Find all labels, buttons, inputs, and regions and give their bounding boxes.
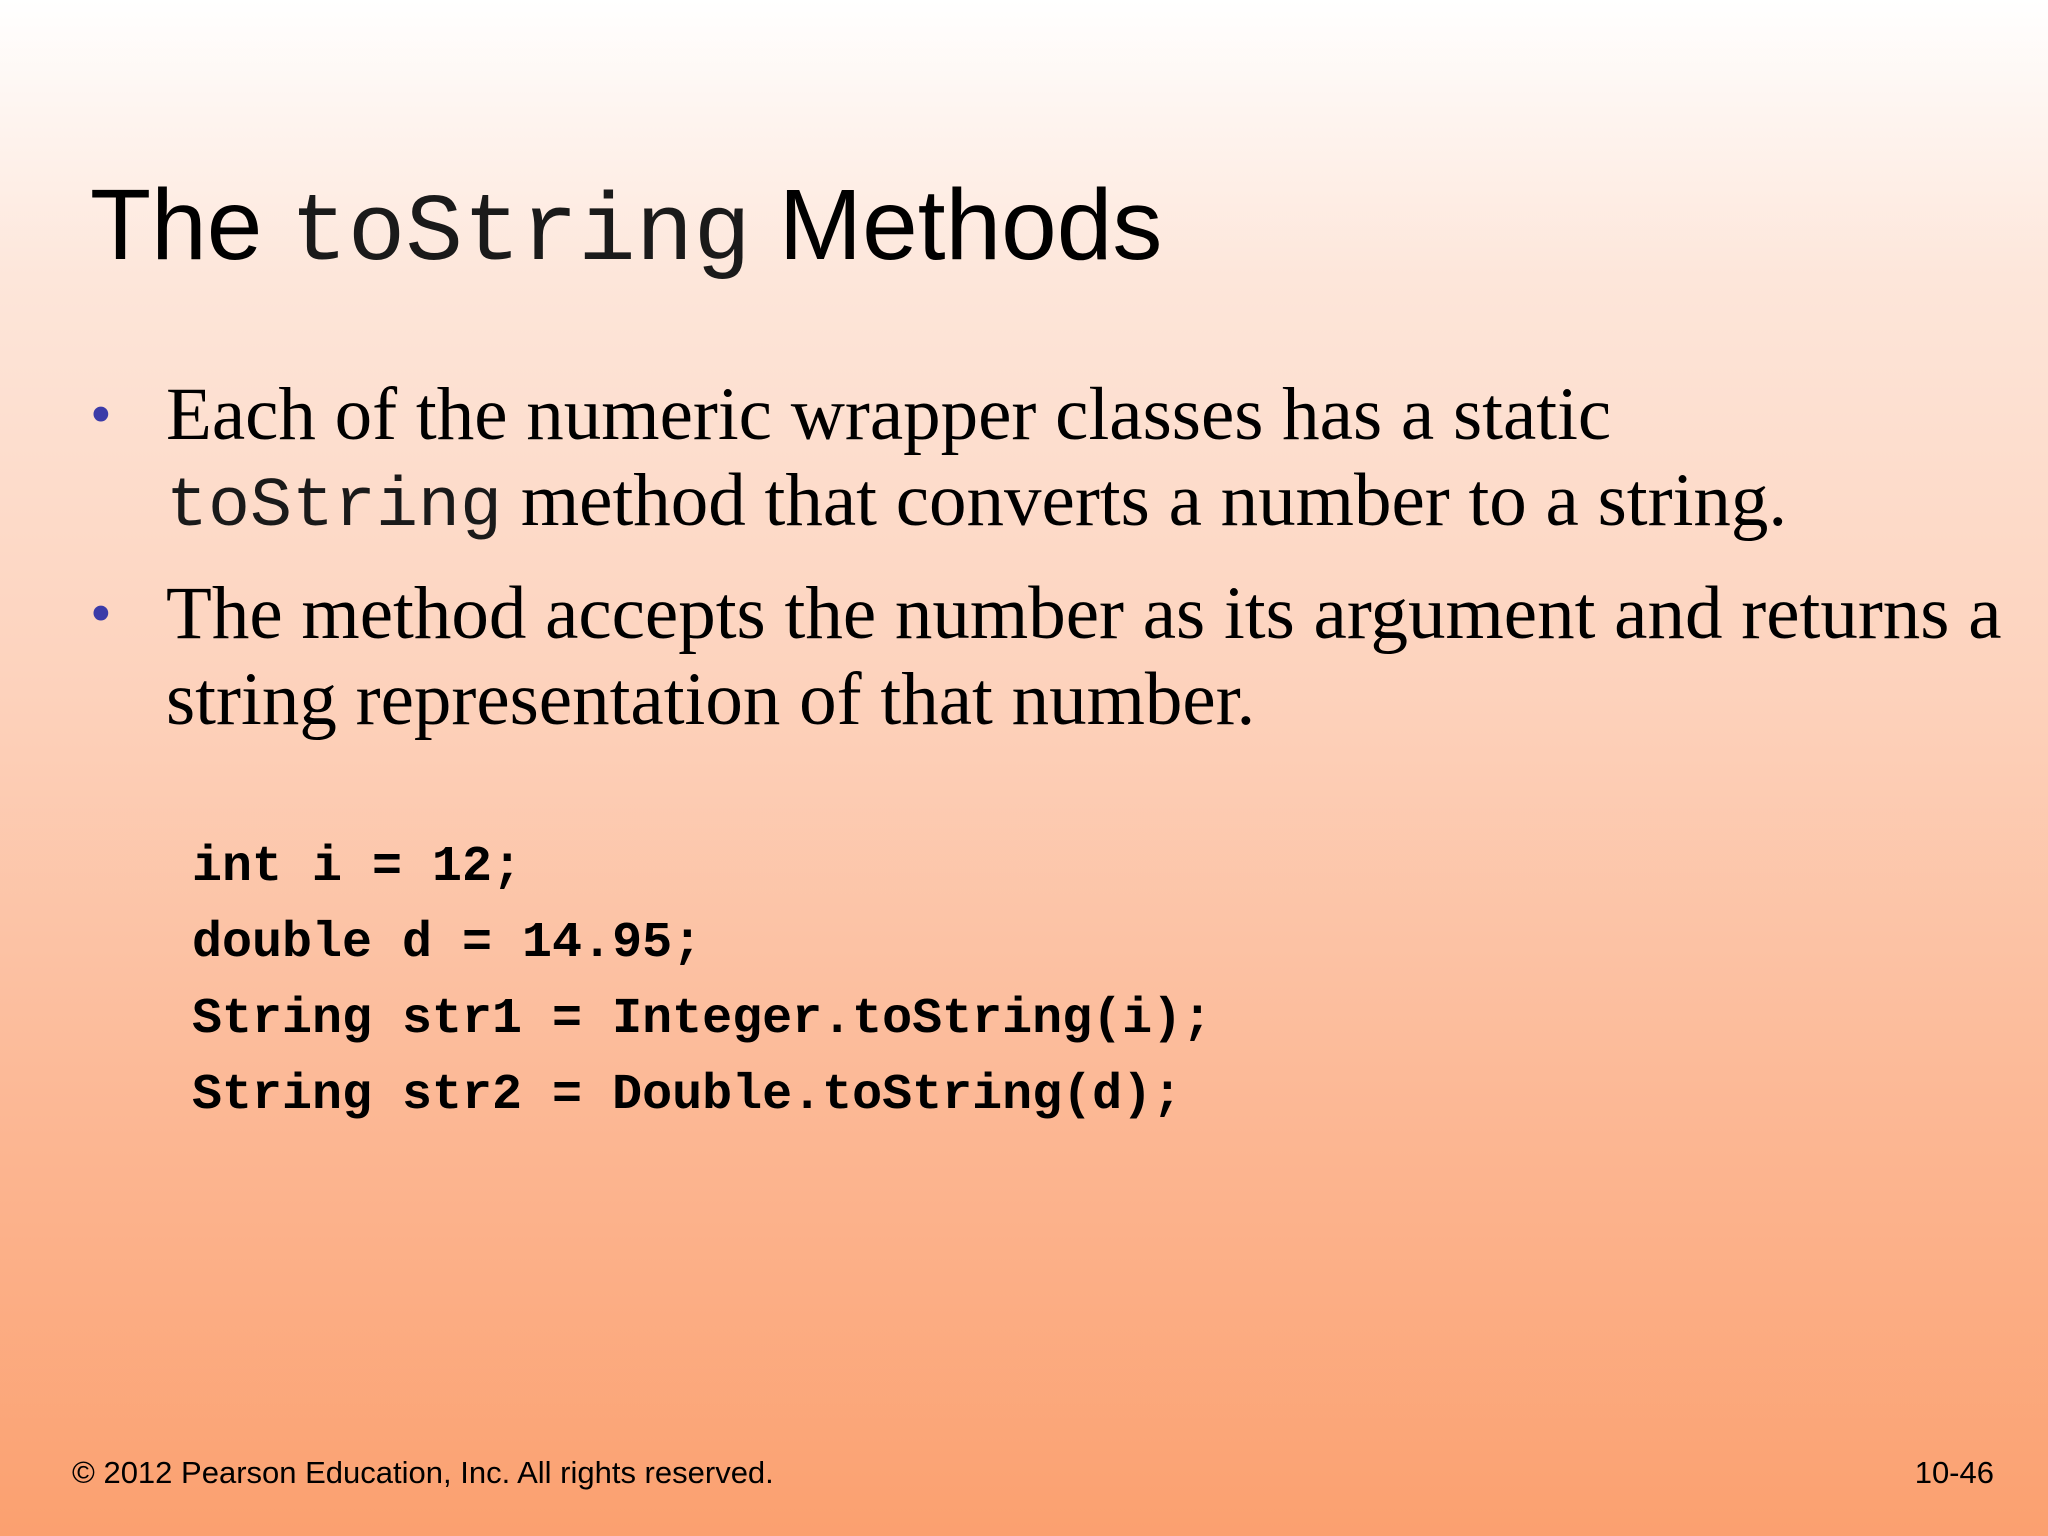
footer-page-number: 10-46 [1914, 1455, 1994, 1490]
bullet-1-line-2: method that converts a number to a string. [502, 459, 1788, 542]
bullet-1-line-1: Each of the numeric wrapper classes has a static [166, 373, 1612, 456]
bullet-marker-icon: • [90, 580, 112, 648]
title-text-after: Methods [778, 169, 1163, 281]
bullet-item-1 [90, 372, 2010, 551]
bullet-2-text: The method accepts the number as its argument and returns a string representation of that number. [166, 572, 2002, 741]
code-example [192, 830, 1212, 1134]
bullet-item-2 [90, 571, 2010, 743]
code-line-2: double d = 14.95; [192, 915, 703, 972]
slide-title [90, 165, 1162, 294]
bullet-1-inline-code: toString [166, 468, 503, 547]
code-line-3: String str1 = Integer.toString(i); [192, 991, 1213, 1048]
bullet-list [90, 372, 2010, 763]
footer-copyright: © 2012 Pearson Education, Inc. All rights reserved. [72, 1455, 774, 1490]
bullet-marker-icon: • [90, 381, 112, 449]
title-text-before: The [90, 169, 263, 281]
code-line-1: int i = 12; [192, 839, 523, 896]
title-code-tostring: toString [290, 179, 751, 288]
code-line-4: String str2 = Double.toString(d); [192, 1067, 1183, 1124]
